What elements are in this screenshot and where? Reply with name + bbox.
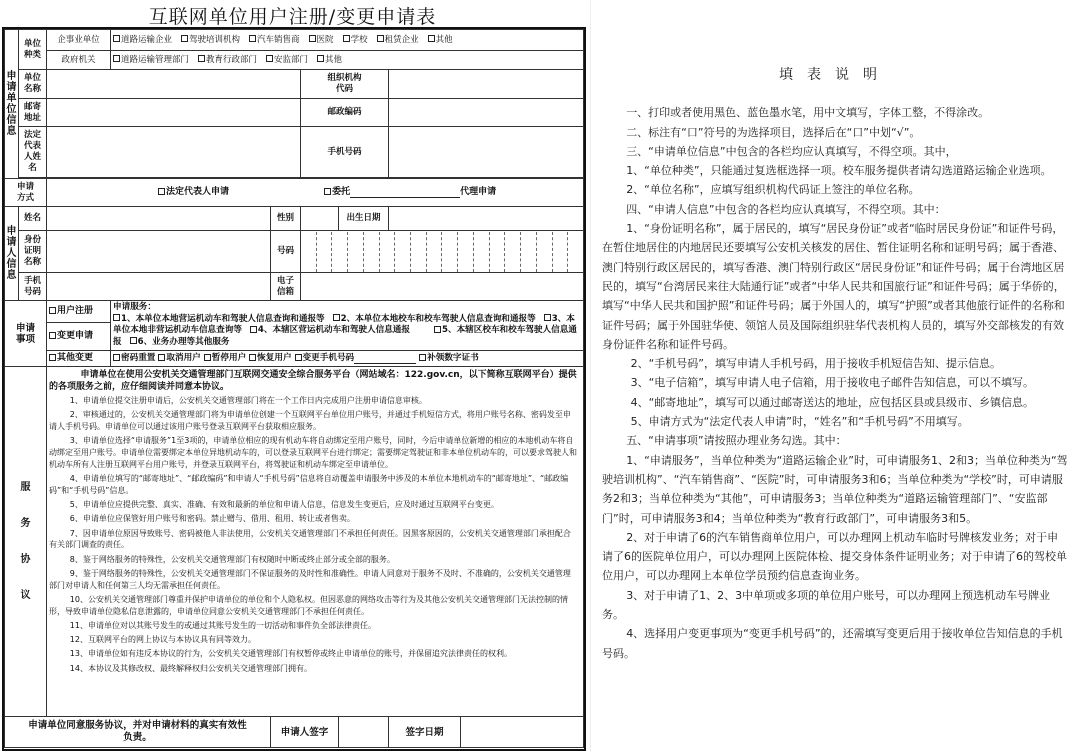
agreement-section-label: 服 务 协 议 [5, 367, 47, 717]
instruction-paragraph: 1、“申请服务”，当单位种类为“道路运输企业”时，可申请服务1、2和3；当单位种类为“驾驶培训机构”、“汽车销售商”、“医院”时，可申请服务3和6；当单位种类为“学校”时，可申请服务2和3；当单位种类为“其他”，可申请服务3；当单位种类为“道路运输管理部门”、“安监部门”时，可申请服务3和4；当单位种类为“教育行政部门”，可申请服务3和5。 [602, 453, 1068, 525]
unit-mobile-label: 手机号码 [301, 127, 389, 178]
instruction-paragraph: 1、“单位种类”，只能通过复选框选择一项。校车服务提供者请勾选道路运输企业选项。 [626, 164, 1052, 178]
service-option-checkbox[interactable]: 3、本单位本地非营运机动车信息查询等 [113, 313, 575, 335]
id-number-label: 号码 [271, 231, 301, 273]
checkbox-icon [419, 354, 426, 361]
other-changes-options [111, 351, 584, 367]
id-number-cell[interactable] [410, 232, 426, 272]
checkbox-icon [434, 326, 441, 333]
checkbox-icon [49, 332, 56, 339]
email-label: 电子 信箱 [271, 273, 301, 301]
unit-type-label: 单位 种类 [19, 30, 47, 70]
government-option-checkbox[interactable]: 其他 [317, 55, 342, 65]
agreement-clause: 5、申请单位应提供完整、真实、准确、有效和最新的单位和申请人信息，信息发生变更后，应及时通过互联网平台变更。 [69, 500, 499, 509]
agreement-clause: 12、互联网平台的网上协议与本协议具有同等效力。 [69, 635, 256, 645]
signature-statement: 申请单位同意服务协议，并对申请材料的真实有效性负责。 [5, 717, 271, 748]
checkbox-icon [295, 354, 302, 361]
checkbox-icon [250, 326, 257, 333]
other-change-option-checkbox[interactable]: 取消用户 [158, 353, 200, 363]
postal-code-label: 邮政编码 [301, 99, 389, 127]
apply-method-options [47, 179, 584, 207]
agreement-clause: 1、申请单位提交注册申请后，公安机关交通管理部门将在一个工作日内完成用户注册申请信息审核。 [69, 396, 427, 405]
agreement-clause: 7、因申请单位原因导致账号、密码被他人非法使用，公安机关交通管理部门不承担任何责任。因黑客原因的，公安机关交通管理部门承担配合有关部门调查的责任。 [49, 528, 571, 550]
checkbox-icon [266, 55, 273, 62]
service-option-checkbox[interactable]: 4、本辖区营运机动车和驾驶人信息通报 [250, 325, 410, 335]
other-change-option-checkbox[interactable]: 补领数字证书 [419, 353, 479, 363]
checkbox-icon [428, 35, 435, 42]
service-option-checkbox[interactable]: 5、本辖区校车和校车驾驶人信息通报 [113, 325, 577, 347]
gender-input[interactable] [301, 207, 339, 231]
services-heading: 申请服务： [113, 302, 156, 312]
sign-date-input[interactable] [461, 717, 584, 748]
instructions-panel [602, 66, 1068, 663]
new-mobile-input[interactable] [354, 355, 416, 364]
id-number-cell[interactable] [363, 232, 379, 272]
enterprise-option-checkbox[interactable]: 汽车销售商 [249, 35, 300, 45]
checkbox-icon [317, 55, 324, 62]
applicant-mobile-label: 手机 号码 [19, 273, 47, 301]
government-option-checkbox[interactable]: 安监部门 [266, 55, 308, 65]
page-divider [590, 0, 591, 752]
id-number-cell[interactable] [520, 232, 536, 272]
id-number-cell[interactable] [489, 232, 505, 272]
other-change-option-checkbox[interactable]: 变更手机号码 [295, 353, 417, 363]
services-list [111, 301, 584, 351]
instruction-paragraph: 4、选择用户变更事项为“变更手机号码”的，还需填写变更后用于接收单位告知信息的手机号码。 [602, 627, 1063, 660]
org-code-input[interactable] [389, 70, 584, 99]
enterprise-option-checkbox[interactable]: 学校 [343, 35, 368, 45]
agreement-clause: 2、审核通过的，公安机关交通管理部门将为申请单位创建一个互联网平台单位用户账号，并通过手机短信方式，将用户账号名称、密码发至申请人手机号码。申请单位可以通过该用户账号登录互联网平台获取相应服务。 [49, 410, 571, 431]
service-option-checkbox[interactable]: 1、本单位本地营运机动车和驾驶人信息查询和通报等 [113, 314, 325, 324]
instruction-paragraph: 2、对于申请了6的汽车销售商单位用户，可以办理网上机动车临时号牌核发业务；对于申请了6的医院单位用户，可以办理网上医院体检、提交身体条件证明业务；对于申请了6的驾校单位用户，可以办理网上本单位学员预约信息查询业务。 [602, 530, 1067, 583]
application-form [2, 27, 586, 751]
id-number-cell[interactable] [473, 232, 489, 272]
other-change-checkbox[interactable]: 其他变更 [47, 351, 111, 367]
id-type-label: 身份 证明 名称 [19, 231, 47, 273]
checkbox-icon [113, 354, 120, 361]
id-type-input[interactable] [47, 231, 271, 273]
agreement-clause: 11、申请单位对以其账号发生的或通过其账号发生的一切活动和事件负全部法律责任。 [69, 620, 376, 630]
enterprise-option-checkbox[interactable]: 驾驶培训机构 [181, 35, 240, 45]
enterprise-option-checkbox[interactable]: 医院 [309, 35, 334, 45]
applicant-name-input[interactable] [47, 207, 271, 231]
id-number-cells [301, 232, 583, 272]
checkbox-icon [158, 188, 165, 195]
other-change-option-checkbox[interactable]: 暂停用户 [204, 353, 246, 363]
id-number-cell[interactable] [552, 232, 568, 272]
id-number-cell[interactable] [347, 232, 363, 272]
enterprise-option-checkbox[interactable]: 租赁企业 [377, 35, 419, 45]
checkbox-icon [49, 354, 56, 361]
applicant-mobile-input[interactable] [47, 273, 271, 301]
entrust-apply-checkbox[interactable]: 委托 [324, 187, 350, 198]
checkbox-icon [204, 354, 211, 361]
agreement-clause: 8、鉴于网络服务的特殊性，公安机关交通管理部门有权随时中断或终止部分或全部的服务。 [69, 554, 395, 564]
checkbox-icon [113, 35, 120, 42]
checkbox-icon [158, 354, 165, 361]
instruction-paragraph: 1、“身份证明名称”，属于居民的，填写“居民身份证”或者“临时居民身份证”和证件号码，在暂住地居住的内地居民还要填写公安机关核发的居住、暂住证明名称和证明号码；属于香港、澳门特别行政区居民的，填写香港、澳门特别行政区“居民身份证”和证件号码；属于台湾地区居民的，填写“台湾居民来往大陆通行证”或者“中华人民共和国旅行证”和证件号码；属于华侨的，填写“中华人民共和国护照”和证件号码；属于外国人的，填写“护照”或者其他旅行证件的名称和证件号码；属于外国驻华使、领馆人员及国际组织驻华代表机构人员的，填写外交部核发的有效身份证件名称和证件号码。 [602, 222, 1065, 351]
instruction-paragraph: 3、对于申请了1、2、3中单项或多项的单位用户账号，可以办理网上预选机动车号牌业务。 [602, 588, 1051, 622]
agreement-intro: 申请单位在使用公安机关交通管理部门互联网交通安全综合服务平台（网站域名：122.gov.cn，以下简称互联网平台）提供的各项服务之前，应仔细阅读并同意本协议。 [49, 370, 577, 392]
instruction-paragraph: 三、“申请单位信息”中包含的各栏均应认真填写，不得空项。其中， [626, 144, 957, 158]
government-options [111, 51, 584, 70]
checkbox-icon [198, 55, 205, 62]
enterprise-label: 企事业单位 [47, 30, 111, 51]
mail-address-label: 邮寄 地址 [19, 99, 47, 127]
instruction-paragraph: 3、“电子信箱”，填写申请人电子信箱，用于接收电子邮件告知信息，可以不填写。 [630, 376, 1034, 390]
id-number-cell[interactable] [331, 232, 347, 272]
agreement-clause: 14、本协议及其修改权、最终解释权归公安机关交通管理部门拥有。 [69, 663, 312, 673]
legal-rep-apply-checkbox[interactable]: 法定代表人申请 [49, 187, 229, 198]
instruction-paragraph: 4、“邮寄地址”，填写可以通过邮寄送达的地址，应包括区县或县级市、乡镇信息。 [630, 395, 1034, 409]
signer-input[interactable] [339, 717, 389, 748]
government-label: 政府机关 [47, 51, 111, 70]
change-checkbox[interactable]: 变更申请 [47, 323, 111, 351]
agreement-clause: 9、鉴于网络服务的特殊性，公安机关交通管理部门不保证服务的及时性和准确性。申请人同意对于服务不及时、不准确的，公安机关交通管理部门对申请人和任何第三人均无需承担任何责任。 [49, 568, 571, 590]
entrust-suffix: 代理申请 [460, 187, 497, 197]
checkbox-icon [249, 354, 256, 361]
birthdate-input[interactable] [389, 207, 584, 231]
id-number-input[interactable] [301, 231, 584, 273]
instruction-paragraph: 五、“申请事项”请按照办理业务勾选。其中： [626, 434, 847, 448]
id-number-cell[interactable] [567, 232, 583, 272]
instructions-title: 填表说明 [779, 67, 891, 83]
birthdate-label: 出生日期 [339, 207, 389, 231]
agreement-text [47, 367, 584, 717]
checkbox-icon [544, 314, 551, 321]
application-items-label: 申请 事项 [5, 301, 47, 367]
signer-label: 申请人签字 [271, 717, 339, 748]
instruction-paragraph: 四、“申请人信息”中包含的各栏均应认真填写，不得空项。其中： [626, 202, 946, 216]
checkbox-icon [113, 314, 120, 321]
checkbox-icon [113, 55, 120, 62]
id-number-cell[interactable] [504, 232, 520, 272]
id-number-cell[interactable] [394, 232, 410, 272]
checkbox-icon [324, 188, 331, 195]
unit-info-section-label: 申 请 单 位 信 息 [5, 30, 19, 179]
agreement-clause: 10、公安机关交通管理部门尊重并保护申请单位的单位和个人隐私权。但因恶意的网络攻击等行为及其他公安机关交通管理部门无法控制的情形，导致申请单位隐私信息泄露的，申请单位同意公安机关交通管理部门不承担任何责任。 [49, 594, 568, 616]
email-input[interactable] [301, 273, 584, 301]
instruction-paragraph: 2、“手机号码”，填写申请人手机号码，用于接收手机短信告知、提示信息。 [630, 357, 1001, 371]
id-number-cell[interactable] [441, 232, 457, 272]
checkbox-icon [181, 35, 188, 42]
enterprise-option-checkbox[interactable]: 其他 [428, 35, 453, 45]
checkbox-icon [377, 35, 384, 42]
agreement-clause: 4、申请单位填写的“邮寄地址”、“邮政编码”和申请人“手机号码”信息将自动覆盖申请服务中涉及的本单位本地机动车的“邮寄地址”、“邮政编码”和“手机号码”信息。 [49, 474, 569, 495]
checkbox-icon [309, 35, 316, 42]
mail-address-input[interactable] [47, 99, 301, 127]
checkbox-icon [333, 314, 340, 321]
form-title: 互联网单位用户注册/变更申请表 [148, 6, 437, 28]
government-option-checkbox[interactable]: 道路运输管理部门 [113, 55, 189, 65]
agreement-clause: 6、申请单位应保管好用户账号和密码。禁止赠与、借用、租用、转让或者售卖。 [69, 514, 355, 524]
instruction-paragraph: 一、打印或者使用黑色、蓝色墨水笔，用中文填写，字体工整，不得涂改。 [626, 106, 990, 120]
unit-name-label: 单位 名称 [19, 70, 47, 99]
enterprise-options [111, 30, 584, 51]
other-change-option-checkbox[interactable]: 恢复用户 [249, 353, 291, 363]
applicant-info-section-label: 申 请 人 信 息 [5, 207, 19, 301]
org-code-label: 组织机构 代码 [301, 70, 389, 99]
unit-mobile-input[interactable] [389, 127, 584, 178]
agreement-clause: 13、申请单位如有违反本协议的行为，公安机关交通管理部门有权暂停或终止申请单位的账号，并保留追究法律责任的权利。 [69, 649, 512, 659]
government-option-checkbox[interactable]: 教育行政部门 [198, 55, 257, 65]
unit-name-input[interactable] [47, 70, 301, 99]
register-checkbox[interactable]: 用户注册 [47, 301, 111, 323]
id-number-cell[interactable] [426, 232, 442, 272]
legal-rep-label: 法定 代表 人姓 名 [19, 127, 47, 178]
other-change-option-checkbox[interactable]: 密码重置 [113, 353, 155, 363]
checkbox-icon [249, 35, 256, 42]
instruction-paragraph: 5、申请方式为“法定代表人申请”时，“姓名”和“手机号码”不用填写。 [630, 415, 969, 429]
id-number-cell[interactable] [301, 232, 316, 272]
agent-name-input[interactable] [350, 189, 460, 198]
form-table [4, 29, 584, 748]
id-number-cell[interactable] [379, 232, 395, 272]
id-number-cell[interactable] [316, 232, 332, 272]
legal-rep-input[interactable] [47, 127, 301, 178]
service-option-checkbox[interactable]: 6、业务办理等其他服务 [130, 337, 230, 347]
agreement-clause: 3、申请单位选择“申请服务”1至3项的，申请单位相应的现有机动车将自动绑定至用户账号，同时，今后申请单位新增的相应的本地机动车将自动绑定至用户账号。申请单位需要绑定本单位异地机动车的，可以登录互联网平台进行绑定；需要绑定驾驶证和非本单位机动车的，可以要求驾驶人和机动车所有人注册互联网平台用户账号，并登录互联网平台，将驾驶证和机动车绑定至申请单位。 [49, 436, 577, 469]
applicant-name-label: 姓名 [19, 207, 47, 231]
sign-date-label: 签字日期 [389, 717, 461, 748]
checkbox-icon [343, 35, 350, 42]
checkbox-icon [49, 307, 56, 314]
checkbox-icon [130, 337, 137, 344]
apply-method-label: 申请 方式 [5, 179, 47, 207]
id-number-cell[interactable] [536, 232, 552, 272]
postal-code-input[interactable] [389, 99, 584, 127]
enterprise-option-checkbox[interactable]: 道路运输企业 [113, 35, 172, 45]
instruction-paragraph: 二、标注有“口”符号的为选择项目，选择后在“口”中划“√”。 [626, 125, 921, 139]
instruction-paragraph: 2、“单位名称”，应填写组织机构代码证上签注的单位名称。 [626, 183, 920, 197]
service-option-checkbox[interactable]: 2、本单位本地校车和校车驾驶人信息查询和通报等 [333, 314, 536, 324]
id-number-cell[interactable] [457, 232, 473, 272]
gender-label: 性别 [271, 207, 301, 231]
